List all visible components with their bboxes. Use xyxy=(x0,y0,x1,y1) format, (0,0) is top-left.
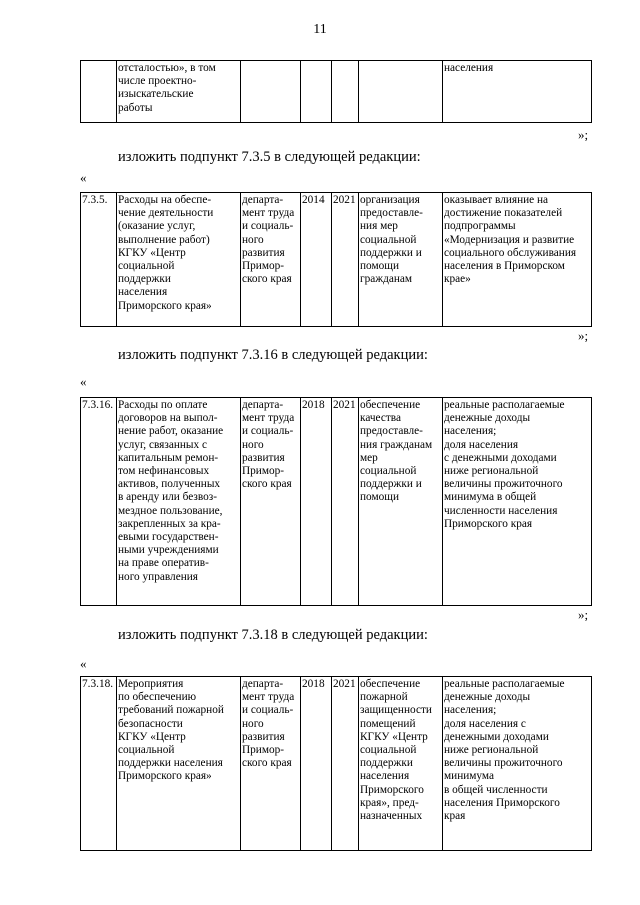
table-7-3-18 xyxy=(80,676,592,851)
cell-num xyxy=(81,61,117,123)
text-line: населения в Приморском xyxy=(444,260,565,273)
text-line: денежными доходами xyxy=(444,730,549,743)
text-line: услуг, связанных с xyxy=(118,438,207,451)
text-line: населения xyxy=(360,770,410,783)
section-heading: изложить подпункт 7.3.5 в следующей редакции: xyxy=(118,149,421,165)
text-line: Мероприятия xyxy=(118,678,184,690)
text-line: численности населения xyxy=(444,504,558,517)
table-7-3-5 xyxy=(80,192,592,327)
cell-name xyxy=(117,677,241,851)
text-line: и социаль- xyxy=(242,425,294,438)
cell-executor xyxy=(241,193,301,327)
text-line: Приморского края» xyxy=(118,770,212,783)
text-line: отсталостью», в том xyxy=(118,62,216,74)
text-line: поддержки xyxy=(360,757,413,770)
text-line: денежные доходы xyxy=(444,412,531,425)
text-line: Примор- xyxy=(242,260,285,273)
text-line: закрепленных за кра- xyxy=(118,517,221,530)
cell-end xyxy=(332,61,359,123)
text-line: ния мер xyxy=(360,220,398,233)
text-line: мер xyxy=(360,451,378,464)
cell-executor xyxy=(241,398,301,606)
text-line: крае» xyxy=(444,273,471,286)
text-line: выполнение работ) xyxy=(118,233,210,246)
text-line: населения xyxy=(118,286,168,299)
text-line: защищенности xyxy=(360,704,432,717)
cell-start xyxy=(301,61,332,123)
text-line: евыми государствен- xyxy=(118,531,219,544)
text-line: Приморского края» xyxy=(118,299,212,312)
text-line: предоставле- xyxy=(360,207,423,220)
text-line: социального обслуживания xyxy=(444,246,577,259)
text-line: подпрограммы xyxy=(444,220,516,233)
text-line: департа- xyxy=(242,399,284,411)
text-line: оказывает влияние на xyxy=(444,194,549,206)
cell-indicator xyxy=(443,398,592,606)
text-line: доля населения с xyxy=(444,717,526,730)
text-line: ниже региональной xyxy=(444,744,539,757)
cell-result xyxy=(359,61,443,123)
text-line: реальные располагаемые xyxy=(444,399,565,411)
text-line: величины прожиточного xyxy=(444,478,563,491)
close-mark: »; xyxy=(578,607,589,622)
text-line: населения xyxy=(444,62,494,74)
text-line: ного управления xyxy=(118,570,198,583)
text-line: на праве оператив- xyxy=(118,557,209,570)
cell-name xyxy=(117,398,241,606)
text-line: требований пожарной xyxy=(118,704,224,717)
text-line: КГКУ «Центр xyxy=(360,730,428,743)
text-line: «Модернизация и развитие xyxy=(444,233,575,246)
text-line: Расходы на обеспе- xyxy=(118,194,212,206)
text-line: качества xyxy=(360,412,402,425)
text-line: минимума в общей xyxy=(444,491,537,504)
text-line: нение работ, оказание xyxy=(118,425,224,438)
text-line: КГКУ «Центр xyxy=(118,730,186,743)
cell-result xyxy=(359,677,443,851)
text-line: ного xyxy=(242,438,264,451)
text-line: Расходы по оплате xyxy=(118,399,208,411)
cell-result xyxy=(359,193,443,327)
text-line: социальной xyxy=(118,744,175,757)
cell-start: 2018 xyxy=(301,398,332,606)
text-line: помощи xyxy=(360,491,400,504)
close-mark: »; xyxy=(578,328,589,343)
cell-end: 2021 xyxy=(332,398,359,606)
text-line: в аренду или безвоз- xyxy=(118,491,217,504)
text-line: назначенных xyxy=(360,810,423,823)
text-line: края xyxy=(444,810,466,823)
text-line: населения; xyxy=(444,425,497,438)
open-quote: « xyxy=(80,170,87,185)
text-line: безопасности xyxy=(118,717,183,730)
text-line: организация xyxy=(360,194,420,206)
text-line: ного xyxy=(242,717,264,730)
text-line: мент труда xyxy=(242,207,295,220)
section-heading: изложить подпункт 7.3.18 в следующей редакции: xyxy=(118,627,428,643)
text-line: с денежными доходами xyxy=(444,451,557,464)
open-quote: « xyxy=(80,656,87,671)
text-line: обеспечение xyxy=(360,678,421,690)
cell-num: 7.3.16. xyxy=(81,398,117,606)
page-number: 11 xyxy=(313,22,327,37)
text-line: (оказание услуг, xyxy=(118,220,196,233)
table-row xyxy=(81,61,592,123)
cell-indicator xyxy=(443,677,592,851)
text-line: чение деятельности xyxy=(118,207,214,220)
text-line: активов, полученных xyxy=(118,478,221,491)
open-quote: « xyxy=(80,374,87,389)
text-line: Примор- xyxy=(242,744,285,757)
text-line: предоставле- xyxy=(360,425,423,438)
text-line: пожарной xyxy=(360,691,408,704)
text-line: и социаль- xyxy=(242,220,294,233)
text-line: ского края xyxy=(242,757,292,770)
text-line: в общей численности xyxy=(444,783,548,796)
text-line: ниже региональной xyxy=(444,465,539,478)
text-line: населения Приморского xyxy=(444,796,560,809)
text-line: социальной xyxy=(360,465,417,478)
text-line: социальной xyxy=(360,233,417,246)
text-line: договоров на выпол- xyxy=(118,412,218,425)
text-line: помощи xyxy=(360,260,400,273)
cell-executor xyxy=(241,61,301,123)
text-line: поддержки населения xyxy=(118,757,223,770)
text-line: края», пред- xyxy=(360,796,419,809)
text-line: развития xyxy=(242,730,285,743)
cell-end: 2021 xyxy=(332,193,359,327)
text-line: ского края xyxy=(242,478,292,491)
text-line: Приморского края xyxy=(444,517,533,530)
text-line: поддержки и xyxy=(360,478,422,491)
cell-indicator xyxy=(443,193,592,327)
text-line: мездное пользование, xyxy=(118,504,223,517)
table-top-continued xyxy=(80,60,592,123)
text-line: мент труда xyxy=(242,412,295,425)
text-line: поддержки xyxy=(118,273,171,286)
text-line: помещений xyxy=(360,717,416,730)
text-line: том нефинансовых xyxy=(118,465,210,478)
text-line: поддержки и xyxy=(360,246,422,259)
text-line: Примор- xyxy=(242,465,285,478)
cell-start: 2018 xyxy=(301,677,332,851)
text-line: минимума xyxy=(444,770,495,783)
text-line: доля населения xyxy=(444,438,519,451)
cell-name xyxy=(117,61,241,123)
text-line: мент труда xyxy=(242,691,295,704)
cell-start: 2014 xyxy=(301,193,332,327)
text-line: реальные располагаемые xyxy=(444,678,565,690)
cell-indicator xyxy=(443,61,592,123)
cell-num: 7.3.18. xyxy=(81,677,117,851)
text-line: Приморского xyxy=(360,783,424,796)
text-line: ского края xyxy=(242,273,292,286)
text-line: развития xyxy=(242,451,285,464)
text-line: департа- xyxy=(242,194,284,206)
text-line: развития xyxy=(242,246,285,259)
cell-result xyxy=(359,398,443,606)
text-line: изыскательские xyxy=(118,88,194,101)
table-row xyxy=(81,398,592,606)
text-line: денежные доходы xyxy=(444,691,531,704)
cell-name xyxy=(117,193,241,327)
cell-num: 7.3.5. xyxy=(81,193,117,327)
text-line: гражданам xyxy=(360,273,413,286)
cell-executor xyxy=(241,677,301,851)
table-row xyxy=(81,677,592,851)
text-line: населения; xyxy=(444,704,497,717)
text-line: департа- xyxy=(242,678,284,690)
text-line: величины прожиточного xyxy=(444,757,563,770)
text-line: по обеспечению xyxy=(118,691,197,704)
text-line: капитальным ремон- xyxy=(118,451,219,464)
text-line: и социаль- xyxy=(242,704,294,717)
text-line: достижение показателей xyxy=(444,207,563,220)
text-line: КГКУ «Центр xyxy=(118,246,186,259)
text-line: социальной xyxy=(118,260,175,273)
text-line: ными учреждениями xyxy=(118,544,219,557)
text-line: обеспечение xyxy=(360,399,421,411)
text-line: ного xyxy=(242,233,264,246)
text-line: работы xyxy=(118,101,153,114)
cell-end: 2021 xyxy=(332,677,359,851)
table-row xyxy=(81,193,592,327)
section-heading: изложить подпункт 7.3.16 в следующей редакции: xyxy=(118,347,428,363)
close-mark: »; xyxy=(578,127,589,142)
text-line: ния гражданам xyxy=(360,438,433,451)
text-line: социальной xyxy=(360,744,417,757)
table-7-3-16 xyxy=(80,397,592,606)
text-line: числе проектно- xyxy=(118,75,197,88)
